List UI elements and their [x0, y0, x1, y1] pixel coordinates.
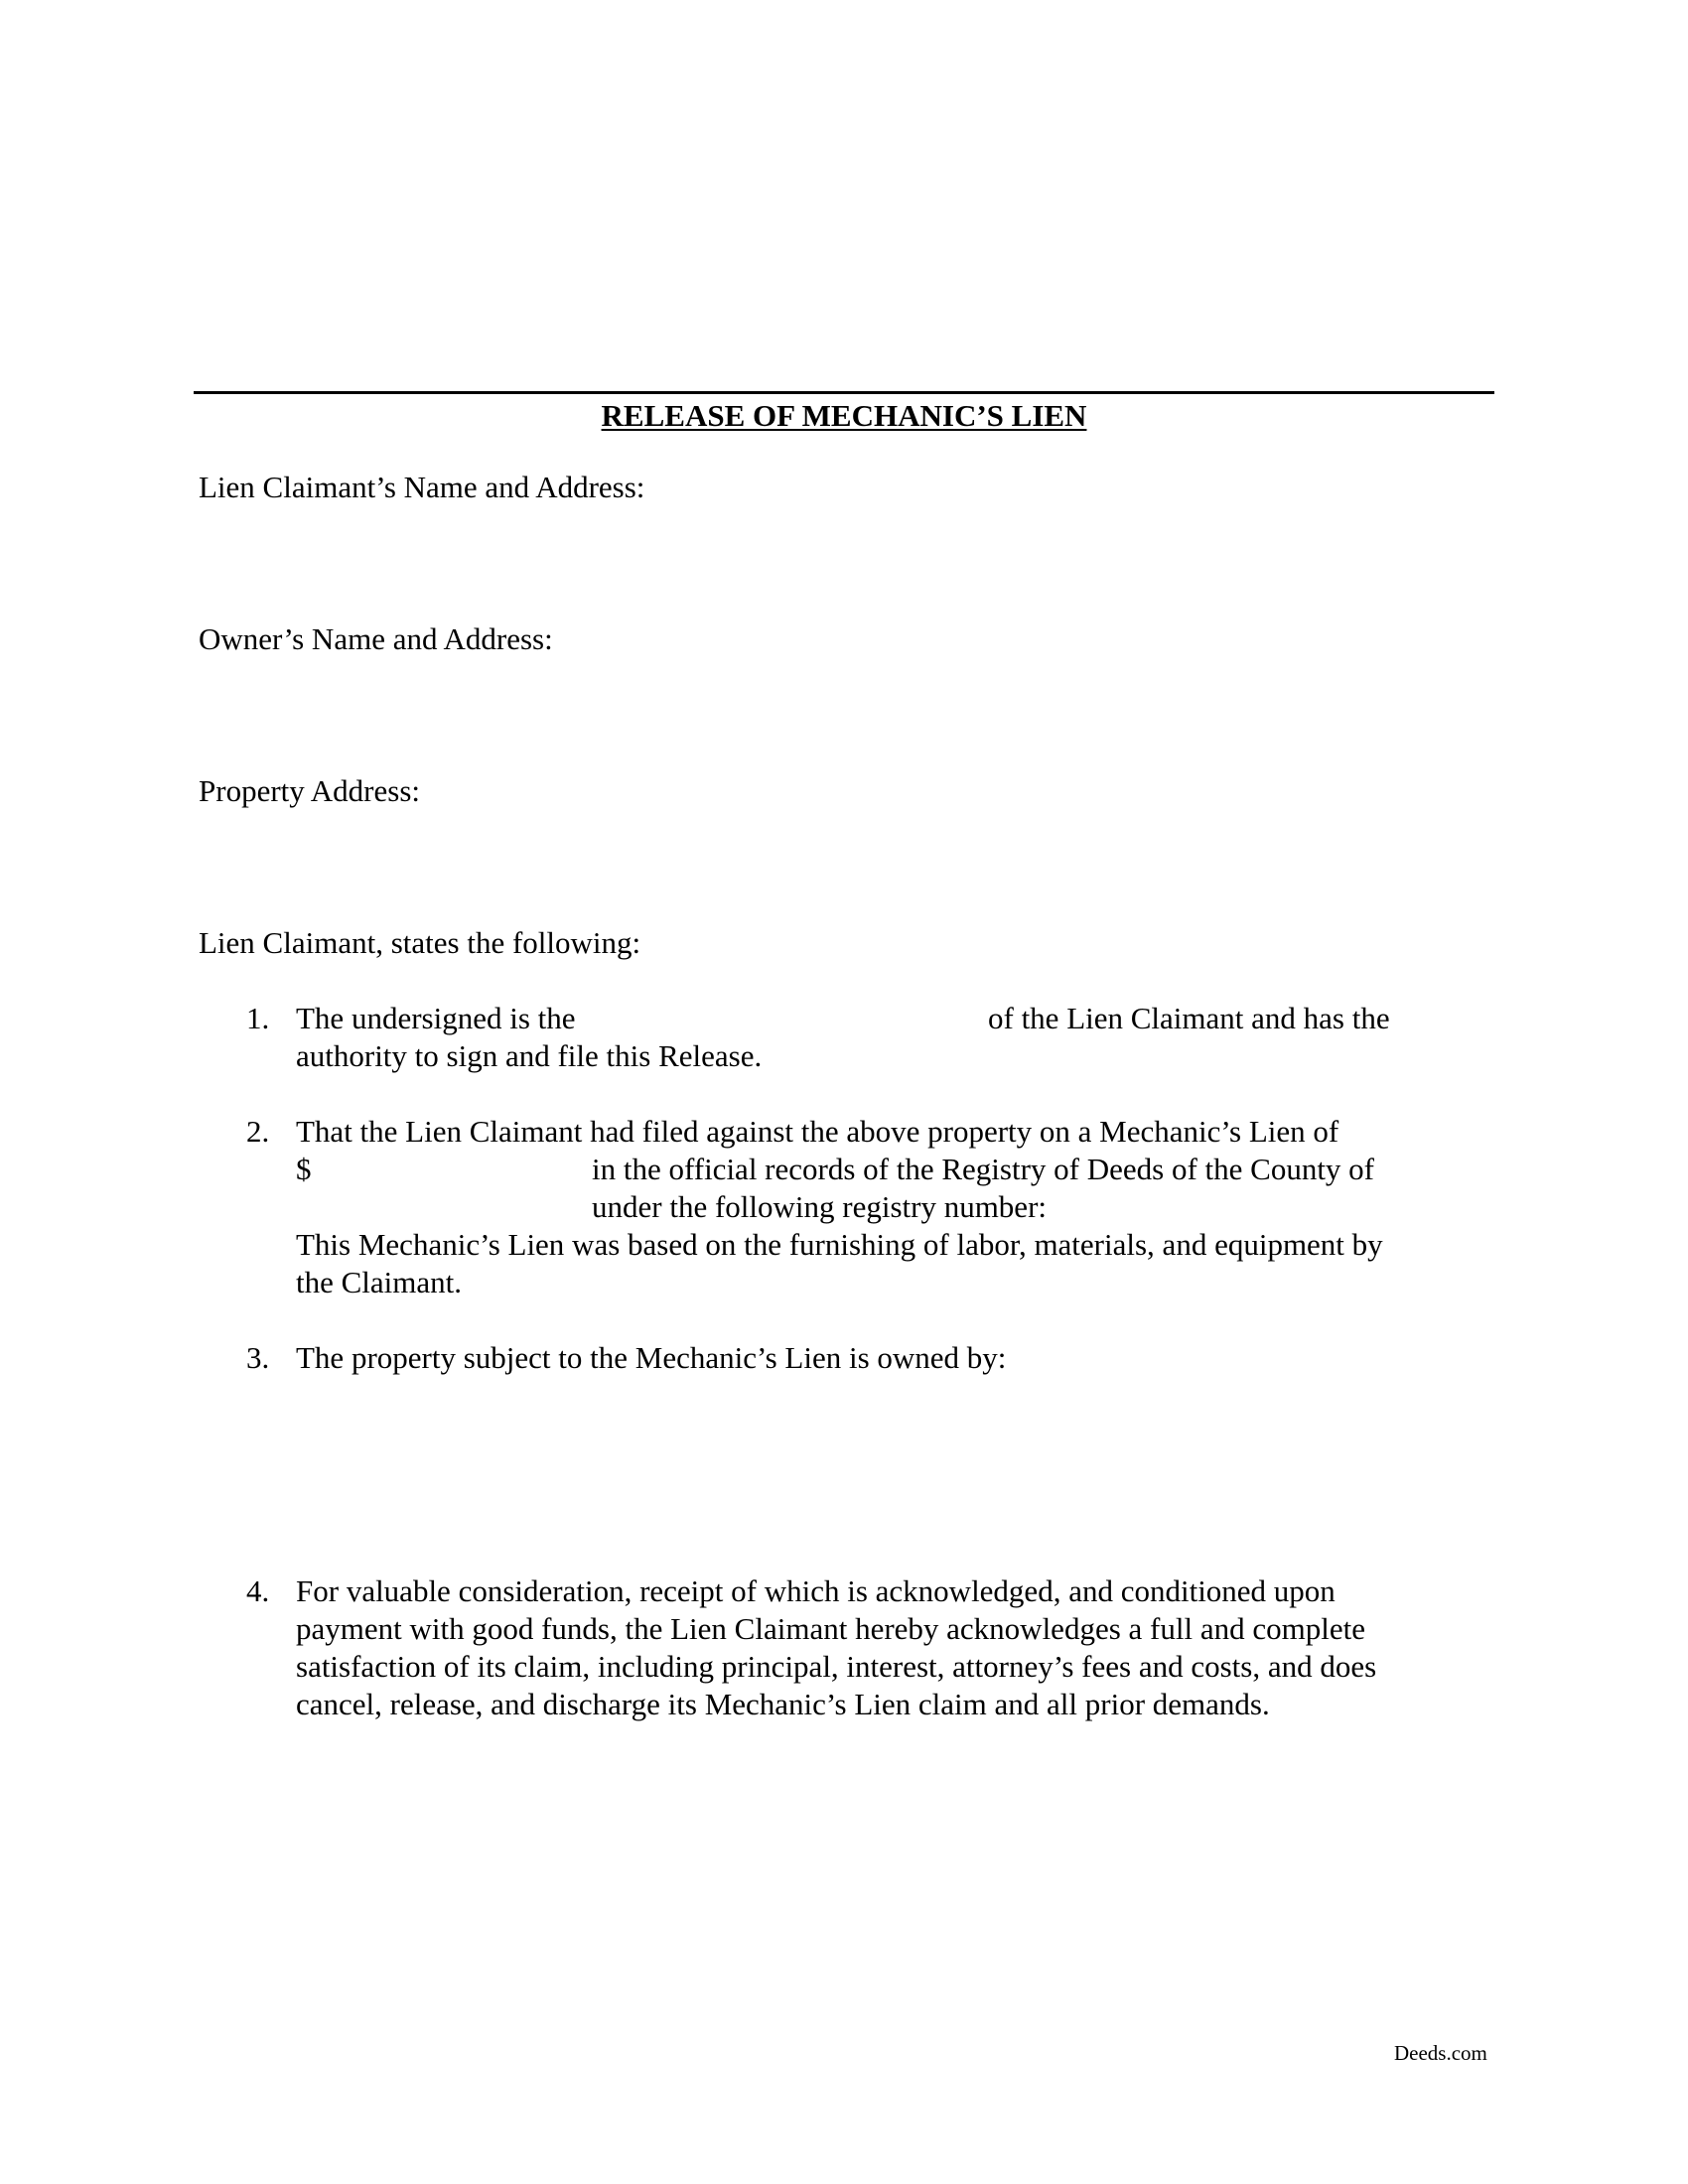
- item-2-line-5: the Claimant.: [296, 1265, 463, 1299]
- property-address-label: Property Address:: [199, 773, 421, 808]
- footer-brand: Deeds.com: [1394, 2041, 1487, 2065]
- item-1-line-1-end: of the Lien Claimant and has the: [988, 1001, 1390, 1035]
- owner-name-address-label: Owner’s Name and Address:: [199, 621, 553, 656]
- item-4-line-4: cancel, release, and discharge its Mechanic’s Lien claim and all prior demands.: [296, 1687, 1270, 1721]
- item-4-line-1: For valuable consideration, receipt of which is acknowledged, and conditioned upon: [296, 1573, 1336, 1608]
- item-3-line-1: The property subject to the Mechanic’s Lien is owned by:: [296, 1340, 1007, 1375]
- item-4-number: 4.: [246, 1573, 270, 1608]
- item-2-currency: $: [296, 1152, 312, 1186]
- item-2-line-2: in the official records of the Registry of Deeds of the County of: [592, 1152, 1375, 1186]
- item-4-line-2: payment with good funds, the Lien Claimant hereby acknowledges a full and complete: [296, 1611, 1365, 1646]
- item-1-number: 1.: [246, 1001, 270, 1035]
- item-3-number: 3.: [246, 1340, 270, 1375]
- item-1-line-1-start: The undersigned is the: [296, 1001, 576, 1035]
- top-rule: [194, 391, 1494, 394]
- intro-statement: Lien Claimant, states the following:: [199, 925, 641, 960]
- claimant-name-address-label: Lien Claimant’s Name and Address:: [199, 470, 645, 504]
- item-2-line-1: That the Lien Claimant had filed against the above property on a Mechanic’s Lien of: [296, 1114, 1339, 1149]
- item-4-line-3: satisfaction of its claim, including principal, interest, attorney’s fees and costs, and does: [296, 1649, 1377, 1684]
- item-2-line-4: This Mechanic’s Lien was based on the furnishing of labor, materials, and equipment by: [296, 1227, 1383, 1262]
- document-title: [0, 397, 1688, 435]
- document-title-text: RELEASE OF MECHANIC’S LIEN: [601, 398, 1087, 433]
- item-1-line-2: authority to sign and file this Release.: [296, 1038, 763, 1073]
- item-2-number: 2.: [246, 1114, 270, 1149]
- item-2-line-3: under the following registry number:: [592, 1189, 1048, 1224]
